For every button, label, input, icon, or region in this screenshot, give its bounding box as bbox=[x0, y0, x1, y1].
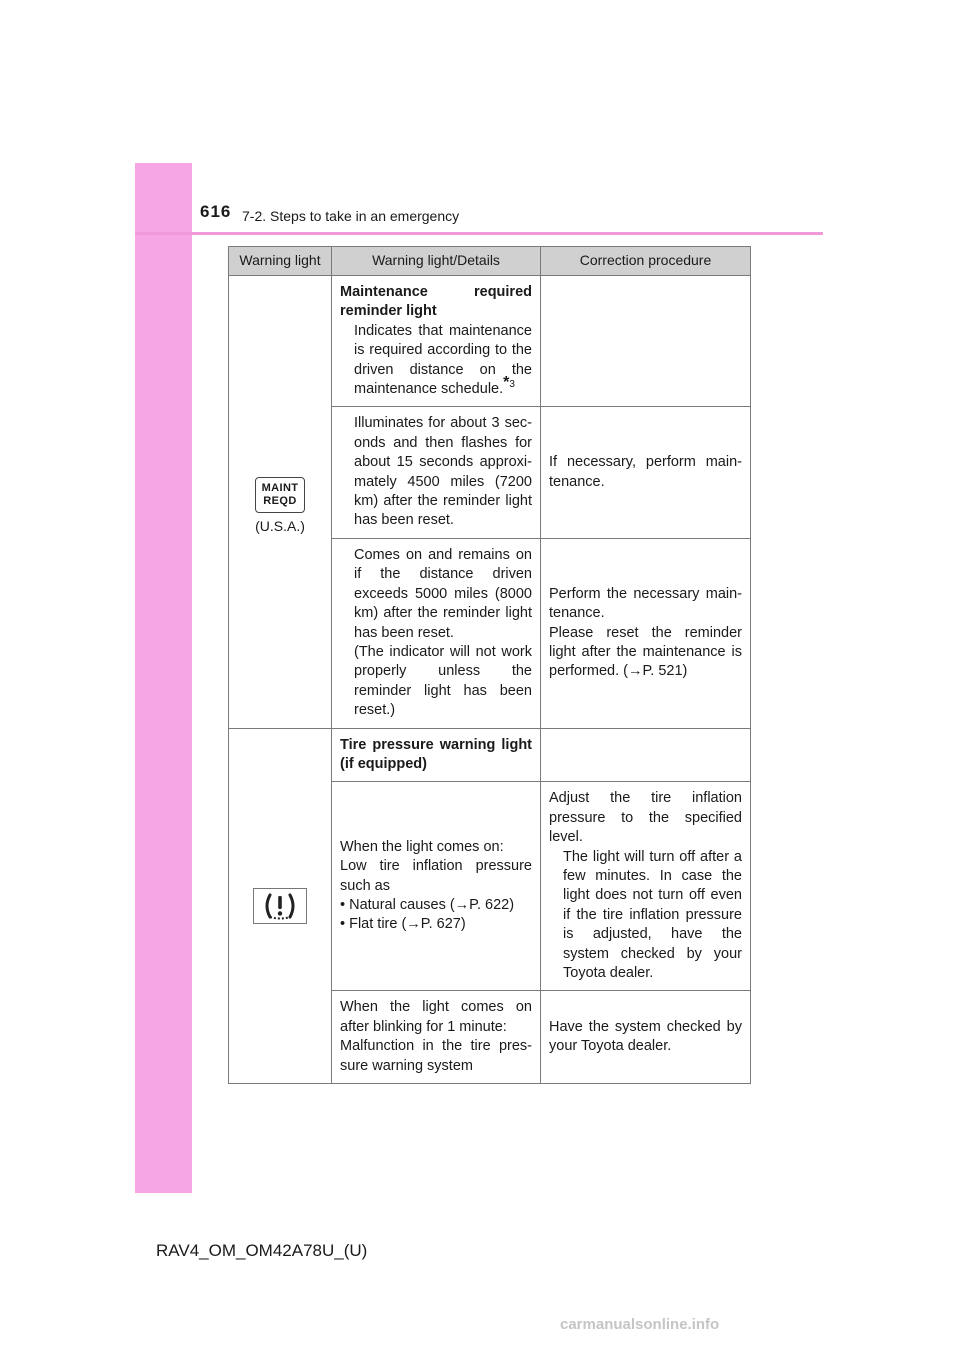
header-rule bbox=[135, 232, 823, 235]
flat-tire-ref: • Flat tire (→P. 627) bbox=[340, 916, 466, 933]
chapter-side-tab bbox=[135, 163, 192, 1193]
natural-causes-ref: • Natural causes (→P. 622) bbox=[340, 897, 515, 914]
footnote-number: 3 bbox=[509, 379, 515, 391]
maint-flash-correction: If necessary, perform main-tenance. bbox=[541, 407, 751, 538]
tpms-malfunction-correction: Have the system checked by your Toyota dealer. bbox=[541, 991, 751, 1084]
maintenance-required-icon bbox=[255, 477, 305, 513]
watermark: carmanualsonline.info bbox=[560, 1316, 720, 1333]
maint-correction-empty bbox=[541, 276, 751, 407]
column-header-warning-light: Warning light bbox=[229, 247, 332, 276]
footnote-asterisk: * bbox=[503, 374, 510, 392]
tpms-low-pressure-details: When the light comes on: Low tire inflation pressure such as • Natural causes (→P. 622) • Flat tire (→P. 627) bbox=[332, 782, 541, 991]
maint-icon-line2: REQD bbox=[263, 495, 297, 508]
maint-flash-details: Illuminates for about 3 sec-onds and then flashes for about 15 seconds approxi-mately 4500 miles (7200 km) after the reminder light has been reset. bbox=[332, 407, 541, 538]
maint-light-desc: Indicates that maintenance is required according to the driven distance on the maintenance schedule.$^{*3}$ bbox=[354, 322, 532, 398]
region-label: (U.S.A.) bbox=[255, 518, 305, 535]
tpms-icon-cell bbox=[229, 728, 332, 1084]
tpms-correction-empty bbox=[541, 728, 751, 782]
maint-on-correction: Perform the necessary main-tenance. Please reset the reminder light after the maintenance is performed. (→P. 521) bbox=[541, 538, 751, 728]
column-header-correction: Correction procedure bbox=[541, 247, 751, 276]
table-header-row bbox=[229, 247, 751, 276]
section-title: 7-2. Steps to take in an emergency bbox=[242, 208, 460, 224]
table-row bbox=[229, 276, 751, 407]
table-row bbox=[229, 728, 751, 782]
page-number: 616 bbox=[200, 202, 232, 221]
warning-light-table bbox=[228, 246, 751, 1084]
maint-on-details: Comes on and remains on if the distance driven exceeds 5000 miles (8000 km) after the reminder light has been reset. (The indicator will not work properly unless the reminder light has been reset.) bbox=[332, 538, 541, 728]
tire-pressure-warning-icon bbox=[253, 888, 307, 924]
manual-code: RAV4_OM_OM42A78U_(U) bbox=[156, 1241, 368, 1260]
maint-icon-cell bbox=[229, 276, 332, 729]
tpms-malfunction-details: When the light comes on after blinking for 1 minute: Malfunction in the tire pres-sure warning system bbox=[332, 991, 541, 1084]
tpms-low-pressure-correction: Adjust the tire inflation pressure to the specified level. The light will turn off after a few minutes. In case the light does not turn off even if the tire inflation pressure is adjusted, have the system checked by your Toyota dealer. bbox=[541, 782, 751, 991]
column-header-details: Warning light/Details bbox=[332, 247, 541, 276]
maint-details-cell bbox=[332, 276, 541, 407]
maint-icon-line1: MAINT bbox=[261, 482, 299, 495]
tpms-light-title: Tire pressure warning light (if equipped) bbox=[332, 728, 541, 782]
maint-light-title: Maintenance required reminder light bbox=[340, 284, 532, 320]
